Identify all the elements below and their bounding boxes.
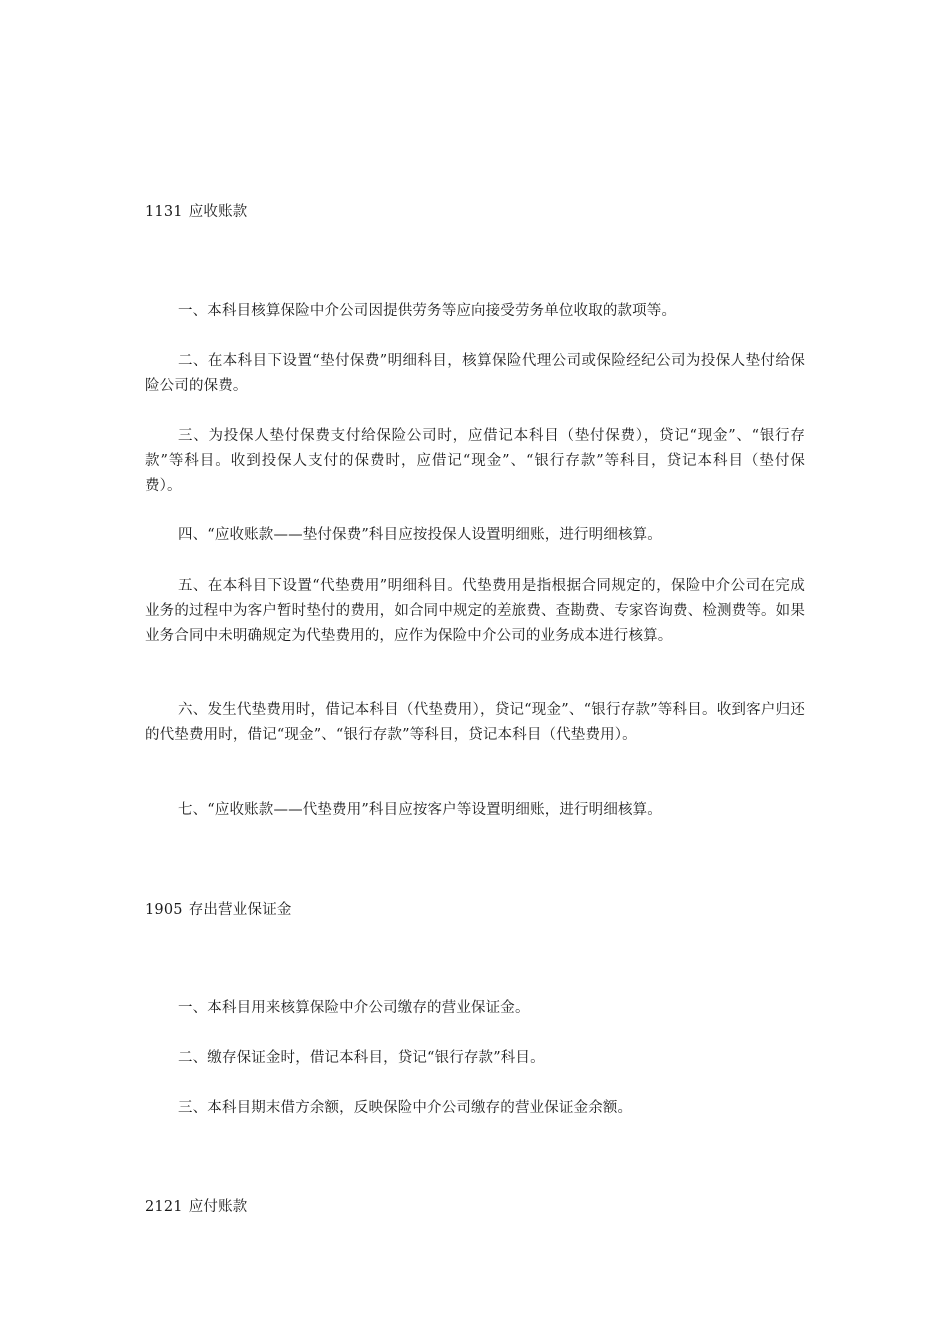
section-heading-2121: [145, 1197, 248, 1217]
paragraph: 四、“应收账款——垫付保费”科目应按投保人设置明细账，进行明细核算。: [178, 527, 662, 543]
paragraph: 一、本科目用来核算保险中介公司缴存的营业保证金。: [178, 1000, 530, 1016]
section-code: 1905: [145, 902, 183, 918]
paragraph: 三、本科目期末借方余额，反映保险中介公司缴存的营业保证金余额。: [178, 1100, 633, 1116]
paragraph: 三、为投保人垫付保费支付给保险公司时，应借记本科目（垫付保费），贷记“现金”、“银行存款”等科目。收到投保人支付的保费时，应借记“现金”、“银行存款”等科目，贷记本科目（垫付保费）。: [145, 428, 805, 494]
paragraph: 一、本科目核算保险中介公司因提供劳务等应向接受劳务单位收取的款项等。: [178, 303, 677, 319]
paragraph: 五、在本科目下设置“代垫费用”明细科目。代垫费用是指根据合同规定的，保险中介公司在完成业务的过程中为客户暂时垫付的费用，如合同中规定的差旅费、查勘费、专家咨询费、检测费等。如果业务合同中未明确规定为代垫费用的，应作为保险中介公司的业务成本进行核算。: [145, 578, 805, 644]
section-title: 应收账款: [188, 204, 248, 220]
section-heading-1131: [145, 202, 248, 222]
section-title: 存出营业保证金: [188, 902, 292, 918]
paragraph: 七、“应收账款——代垫费用”科目应按客户等设置明细账，进行明细核算。: [178, 802, 662, 818]
section-code: 2121: [145, 1199, 183, 1215]
section-title: 应付账款: [188, 1199, 248, 1215]
paragraph: 二、在本科目下设置“垫付保费”明细科目，核算保险代理公司或保险经纪公司为投保人垫付给保险公司的保费。: [145, 353, 805, 394]
paragraph: 二、缴存保证金时，借记本科目，贷记“银行存款”科目。: [178, 1050, 545, 1066]
paragraph: 六、发生代垫费用时，借记本科目（代垫费用），贷记“现金”、“银行存款”等科目。收到客户归还的代垫费用时，借记“现金”、“银行存款”等科目，贷记本科目（代垫费用）。: [145, 702, 805, 743]
section-code: 1131: [145, 204, 183, 220]
section-heading-1905: [145, 900, 292, 920]
